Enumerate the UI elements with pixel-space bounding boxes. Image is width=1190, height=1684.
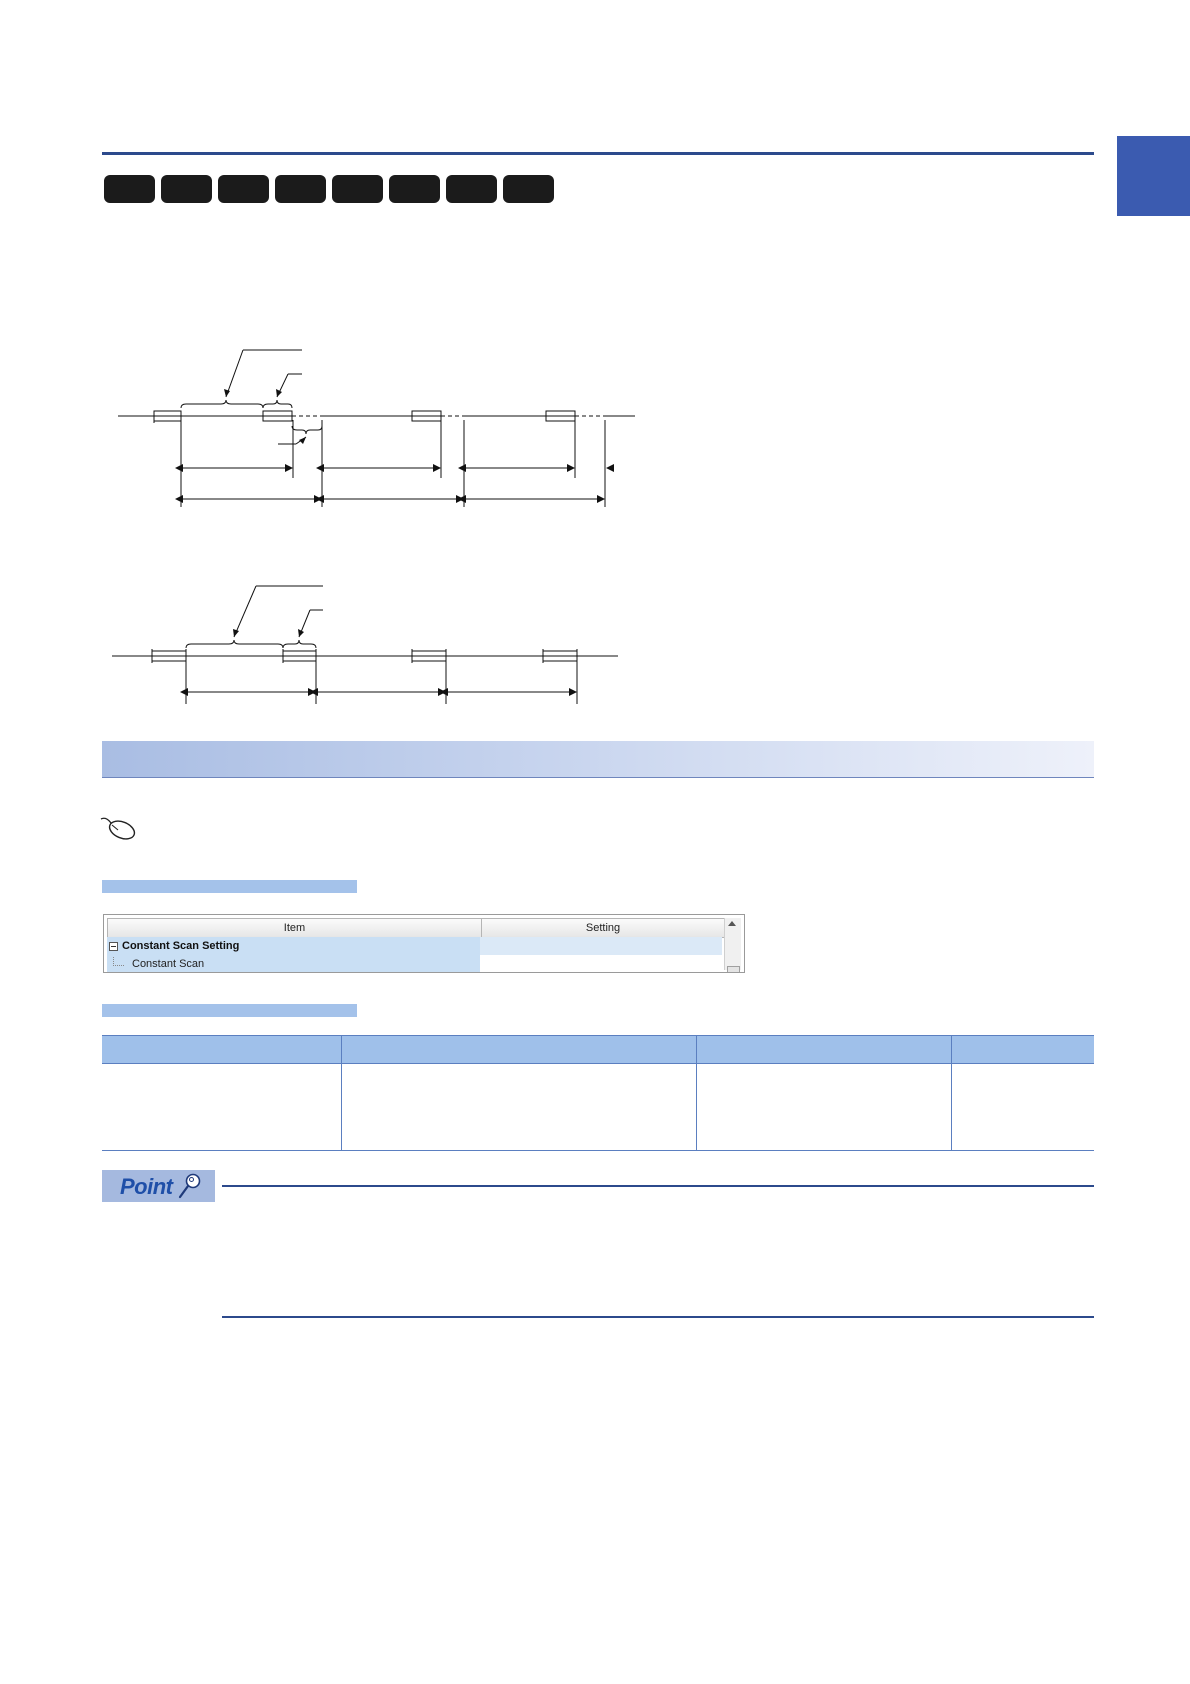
model-tag xyxy=(503,175,554,203)
scroll-thumb[interactable] xyxy=(727,966,740,973)
table-header-cell xyxy=(697,1036,952,1064)
scroll-up-icon[interactable] xyxy=(728,921,736,926)
model-tag xyxy=(275,175,326,203)
subsection-bar-window xyxy=(102,880,357,893)
table-cell xyxy=(102,1064,342,1151)
point-rule-top xyxy=(222,1185,1094,1187)
table-cell xyxy=(342,1064,697,1151)
table-cell xyxy=(697,1064,952,1151)
model-tag xyxy=(389,175,440,203)
table-header-row xyxy=(102,1036,1094,1064)
point-label: Point xyxy=(120,1174,173,1199)
model-tag xyxy=(104,175,155,203)
section-banner xyxy=(102,741,1094,778)
cpu-model-tags xyxy=(104,175,554,203)
timing-diagram-without-constant-scan xyxy=(118,350,635,507)
setting-group-label: Constant Scan Setting xyxy=(122,940,240,952)
table-cell xyxy=(952,1064,1095,1151)
tree-connector xyxy=(113,957,124,966)
settings-window xyxy=(103,914,745,973)
chapter-tab xyxy=(1117,136,1190,216)
table-header-cell xyxy=(102,1036,342,1064)
collapse-icon[interactable] xyxy=(109,942,118,951)
parameter-table xyxy=(102,1035,1094,1151)
timing-diagrams xyxy=(110,340,640,720)
subsection-bar-table xyxy=(102,1004,357,1017)
table-header-cell xyxy=(952,1036,1095,1064)
mouse-icon xyxy=(100,815,140,843)
model-tag xyxy=(446,175,497,203)
model-tag xyxy=(218,175,269,203)
table-row xyxy=(102,1064,1094,1151)
setting-item-label: Constant Scan xyxy=(132,958,205,970)
vertical-scrollbar[interactable] xyxy=(724,918,741,970)
setting-group-value-cell xyxy=(480,937,722,955)
table-header-cell xyxy=(342,1036,697,1064)
model-tag xyxy=(332,175,383,203)
column-header-item[interactable]: Item xyxy=(108,919,482,937)
point-badge xyxy=(102,1170,215,1202)
top-rule xyxy=(102,152,1094,155)
column-header-setting[interactable]: Setting xyxy=(585,922,621,934)
setting-item-row[interactable] xyxy=(107,955,480,973)
timing-diagram-with-constant-scan xyxy=(112,586,618,704)
setting-group-row[interactable] xyxy=(107,937,722,955)
model-tag xyxy=(161,175,212,203)
settings-grid-header xyxy=(107,918,725,938)
magnifier-icon xyxy=(177,1172,203,1200)
point-rule-bottom xyxy=(222,1316,1094,1318)
